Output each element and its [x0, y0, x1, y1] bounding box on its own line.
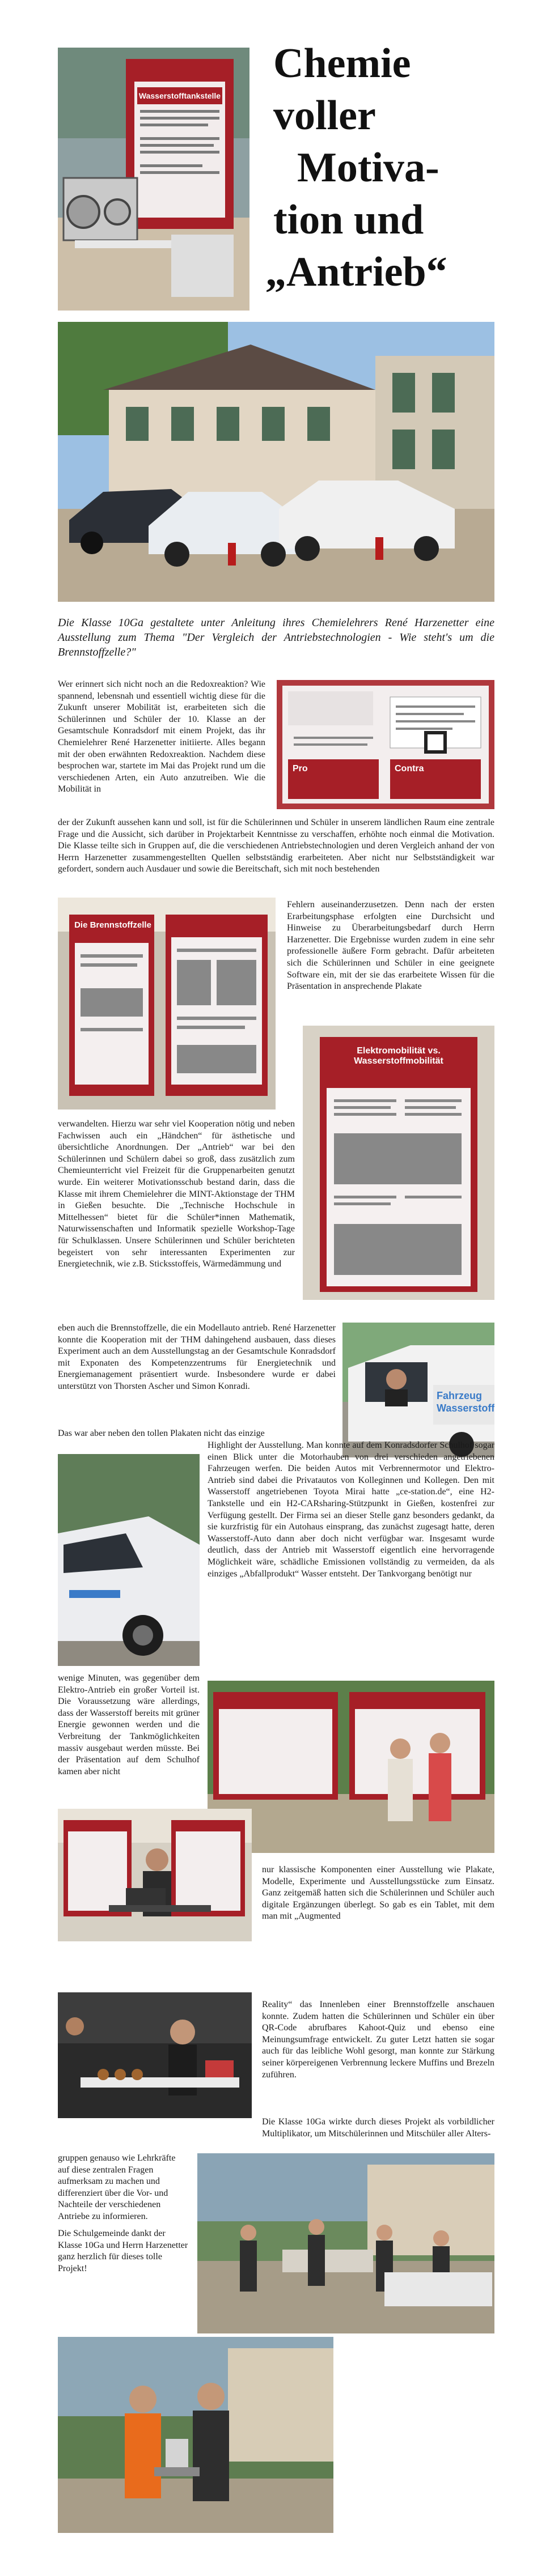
photo-toyota-mirai [58, 1454, 200, 1666]
body-paragraph: Wer erinnert sich nicht noch an die Redoxreaktion? Wie spannend, lebensnah und essentiell wichtig diese für die Zukunft unserer Mobilität ist, erarbeiteten sich die Schülerinnen und Schüler der 10. Klasse an der Gesamtschule Konradsdorf mit einem Projekt, das ihr Chemielehrer René Harzenetter initiierte. Alles begann mit der oben erwähnten Redoxreaktion. Nachdem diese besprochen war, startete im Mai das Projekt rund um die verschiedenen Arten, ein Auto anzutreiben. Wie die Mobilität in [58, 679, 265, 794]
photo-pro-contra-poster [277, 680, 494, 809]
body-paragraph: Fehlern auseinanderzusetzen. Denn nach der ersten Erarbeitungsphase erfolgten eine Durchsicht und Hinweise zu Überarbeitungsbedarf durch Herrn Harzenetter. Die Ergebnisse wurden zudem in eine sehr professionelle äußere Form gebracht. Dafür arbeiteten sich die Schülerinnen und Schüler in eine geeignete Software ein, mit der sie das erarbeitete Wissen für die Präsentation in ansprechende Plakate [287, 900, 494, 992]
poster-pro-label: Pro [293, 764, 308, 773]
photo-fuel-cell-posters [58, 898, 276, 1110]
closing-paragraph: Die Schulgemeinde dankt der Klasse 10Ga und Herrn Harzenetter ganz herzlich für dieses tolle Projekt! [58, 2229, 188, 2273]
photo-laptop-station [58, 1809, 252, 1941]
body-paragraph: Das war aber neben den tollen Plakaten nicht das einzige [58, 1429, 265, 1438]
body-paragraph: Die Klasse 10Ga wirkte durch dieses Projekt als vorbildlicher Multiplikator, um Mitschülerinnen und Mitschüler aller Alters- [262, 2117, 494, 2139]
poster-title-hydrogen-station: Wasserstofftankstelle [138, 91, 221, 100]
photo-emobility-poster [303, 1026, 494, 1300]
body-paragraph: Highlight der Ausstellung. Man konnte auf dem Konradsdorfer Schulhof sogar einen Blick unter die Motorhauben von drei verschieden angetriebenen Fahrzeugen werfen. Die beiden Autos mit Verbrennermotor und Elektro-Antrieb sind dabei die Privatautos von Kolleginnen und Kollegen. Den mit Wasserstoff angetriebenen Toyota Mirai hatte „ce-station.de“, eine H2-Tankstelle und ein H2-CARsharing-Stützpunkt in Gießen, kostenfrei zur Verfügung gestellt. Der Firma sei an dieser Stelle ganz besonders gedankt, da sie kurzfristig für ein Autohaus einsprang, das zunächst zugesagt hatte, deren Wasserstoff-Auto dann aber doch nicht verfügbar war. Insgesamt wurde deutlich, dass der Antrieb mit Wasserstoff eigentlich eine hervorragende Möglichkeit wäre, schädliche Emissionen vollständig zu vermeiden, da als einziges „Abfallprodukt“ Wasser entsteht. Der Tankvorgang benötigt nur [208, 1440, 494, 1579]
poster-contra-label: Contra [395, 764, 424, 773]
poster-title-emobility: Elektromobilität vs. Wasserstoffmobilität [354, 1046, 443, 1066]
photo-trophy-handover [58, 2337, 333, 2533]
body-paragraph: der der Zukunft aussehen kann und soll, ist für die Schülerinnen und Schüler in unserem ländlichen Raum eine zentrale Frage und die Aussicht, sich darüber in Projektarbeit Kenntnisse zu verschaffen, erhöhte noch einmal die Motivation. Die Klasse teilte sich in Gruppen auf, die die verschiedenen Antriebstechnologien und deren Vergleich anhand der von Herrn Harzenetter zusammengestellten Quellen selbstständig erarbeiteten. Aber nicht nur Selbstständigkeit war gefordert, sondern auch Ausdauer und sowie die Bereitschaft, sich mit noch bestehenden [58, 818, 494, 874]
body-paragraph: eben auch die Brennstoffzelle, die ein Modellauto antrieb. René Harzenetter konnte die Kooperation mit der THM dahingehend ausbauen, dass dieses Experiment auch an dem Ausstellungstag an der Gesamtschule Konradsdorf mit Exponaten des Kompetenzzentrums für Energietechnik und Energiemanagement präsentiert wurde. Insbesondere wurde er dabei unterstützt von Thorsten Ascher und Simon Konradi. [58, 1323, 336, 1391]
headline-line: Chemie [273, 40, 411, 87]
body-paragraph: nur klassische Komponenten einer Ausstellung wie Plakate, Modelle, Experimente und Ausstellungsstücke zum Einsatz. Ganz zeitgemäß hatten sich die Schülerinnen und Schüler auch digitale Ergänzungen überlegt. So gab es ein Tablet, mit dem man mit „Augmented [262, 1865, 494, 1922]
lead-paragraph: Die Klasse 10Ga gestaltete unter Anleitung ihres Chemielehrers René Harzenetter eine Ausstellung zum Thema "Der Vergleich der Antriebstechnologien - Wie steht's um die Brennstoffzelle?" [58, 617, 494, 658]
body-paragraph: wenige Minuten, was gegenüber dem Elektro-Antrieb ein großer Vorteil ist. Die Voraussetzung wäre allerdings, dass der Wasserstoff bereits mit grüner Energie gewonnen werden und die Verbreitung der Tankmöglichkeiten massiv ausgebaut werden müsste. Bei der Präsentation auf dem Schulhof kamen aber nicht [58, 1673, 200, 1776]
headline-line: Motiva- [297, 144, 439, 191]
headline [265, 37, 492, 298]
photo-snack-table [58, 1992, 252, 2118]
body-paragraph: gruppen genauso wie Lehrkräfte auf diese zentralen Fragen aufmerksam zu machen und differenziert über die Vor- und Nachteile der verschiedenen Antriebe zu informieren. [58, 2153, 176, 2221]
headline-line: tion und [273, 197, 424, 243]
poster-title-fuel-cell: Die Brennstoffzelle [74, 920, 151, 930]
body-paragraph: Reality“ das Innenleben einer Brennstoffzelle anschauen konnte. Zudem hatten die Schülerinnen und Schüler ein über QR-Code abrufbares Kahoot-Quiz und ebenso eine Meinungsumfrage entwickelt. Zu guter Letzt hatten sie sogar auch für das leibliche Wohl gesorgt, man konnte zur Stärkung seiner körpereigenen Verbrennung leckere Muffins und Brezeln zuführen. [262, 2000, 494, 2080]
photo-exhibition-poster [58, 48, 249, 311]
headline-line: voller [273, 92, 376, 139]
photo-cars-courtyard [58, 322, 494, 602]
photo-outdoor-stands [197, 2153, 494, 2333]
car-decal-text: Fahrzeug Wasserstoff [437, 1390, 494, 1414]
headline-line: „Antrieb“ [265, 249, 447, 295]
photo-hydrogen-car [342, 1323, 494, 1457]
body-paragraph: verwandelten. Hierzu war sehr viel Kooperation nötig und neben Fachwissen auch ein „Händchen“ für ästhetische und übersichtliche Anordnungen. Der „Antrieb“ war bei den Schülerinnen und Schülern dabei so groß, dass zusätzlich zum Chemieunterricht viel Freizeit für die Gruppenarbeiten genutzt wurde. Ein weiterer Motivationsschub bestand darin, dass die Klasse mit ihrem Chemielehrer die MINT-Aktionstage der THM in Gießen besuchte. Die „Technische Hochschule in Mittelhessen“ bietet für die Schüler*innen Mathematik, Naturwissenschaften und Informatik spezielle Workshop-Tage für Schulklassen. Unsere Schülerinnen und Schüler berichteten begeistert von sehr interessanten Experimenten zur Energietechnik, wie z.B. Sticksstoffeis, Wärmedämmung und [58, 1119, 295, 1269]
